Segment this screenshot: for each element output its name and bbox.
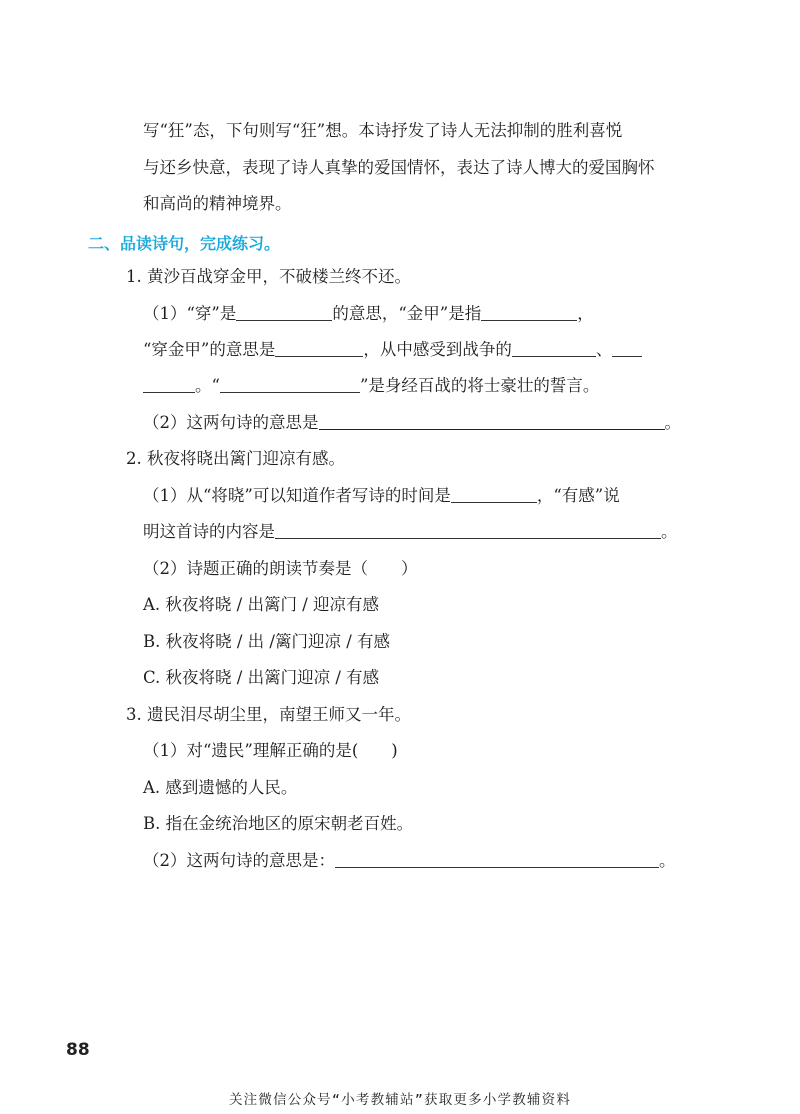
q2-title: 2. 秋夜将晓出篱门迎凉有感。 (126, 449, 345, 468)
q3-option-a: A. 感到遗憾的人民。 (143, 778, 298, 797)
q3-part2-line (143, 851, 676, 873)
q1-part1-text-e: ，从中感受到战争的 (363, 340, 512, 359)
q1-part1-text-b: 的意思，“金甲”是指 (332, 304, 482, 323)
q2-part2: （2）诗题正确的朗读节奏是（ ） (143, 559, 418, 578)
q1-part1-text-g: 。“ (195, 376, 220, 395)
q1-blank-oath-line[interactable] (220, 376, 360, 393)
q1-blank-war-feeling-2b[interactable] (143, 376, 195, 393)
q2-part1-text-a: （1）从“将晓”可以知道作者写诗的时间是 (143, 486, 451, 505)
q1-blank-poem-meaning[interactable] (319, 413, 665, 430)
q1-part1-text-a: （1）“穿”是 (143, 304, 237, 323)
q2-blank-content[interactable] (275, 522, 661, 539)
q2-part1-text-c: 明这首诗的内容是 (143, 522, 275, 541)
q3-part1: （1）对“遗民”理解正确的是( ) (143, 741, 398, 760)
q3-part2-text: （2）这两句诗的意思是： (143, 851, 335, 870)
intro-line-2: 与还乡快意，表现了诗人真挚的爱国情怀，表达了诗人博大的爱国胸怀 (143, 158, 655, 177)
q1-part1-text-h: ”是身经百战的将士豪壮的誓言。 (359, 376, 600, 395)
q2-part1-end: 。 (661, 522, 678, 541)
footer-note: 关注微信公众号“小考教辅站”获取更多小学教辅资料 (228, 1092, 572, 1108)
q1-blank-war-feeling-1[interactable] (512, 340, 596, 357)
q1-part1-text-d: “穿金甲”的意思是 (143, 340, 276, 359)
page-number: 88 (66, 1040, 90, 1060)
q3-option-b: B. 指在金统治地区的原宋朝老百姓。 (143, 814, 414, 833)
q1-part2-text: （2）这两句诗的意思是 (143, 413, 319, 432)
q2-part1-text-b: ，“有感”说 (536, 486, 620, 505)
q1-blank-chuan-meaning[interactable] (236, 304, 332, 321)
q1-title: 1. 黄沙百战穿金甲，不破楼兰终不还。 (126, 267, 411, 286)
q2-part1-line1 (143, 486, 620, 508)
q1-part1-line2 (143, 340, 642, 362)
q2-option-a: A. 秋夜将晓 / 出篱门 / 迎凉有感 (143, 595, 380, 614)
intro-line-1: 写“狂”态，下句则写“狂”想。本诗抒发了诗人无法抑制的胜利喜悦 (143, 121, 623, 140)
q3-blank-poem-meaning[interactable] (335, 851, 659, 868)
q2-part1-line2 (143, 522, 678, 544)
q1-blank-jinjia-meaning[interactable] (481, 304, 577, 321)
q1-part1-text-f: 、 (595, 340, 613, 359)
q1-part2-line (143, 413, 681, 435)
q1-blank-war-feeling-2a[interactable] (612, 340, 642, 357)
q2-option-b: B. 秋夜将晓 / 出 /篱门迎凉 / 有感 (143, 632, 391, 651)
q1-part1-line3 (143, 376, 599, 398)
q1-part2-end: 。 (664, 413, 681, 432)
q2-blank-time[interactable] (451, 486, 537, 503)
q3-title: 3. 遗民泪尽胡尘里，南望王师又一年。 (126, 705, 411, 724)
q3-part2-end: 。 (659, 851, 676, 870)
section-heading: 二、品读诗句，完成练习。 (88, 234, 281, 253)
q2-option-c: C. 秋夜将晓 / 出篱门迎凉 / 有感 (143, 668, 380, 687)
q1-part1-line1 (143, 304, 594, 326)
intro-line-3: 和高尚的精神境界。 (143, 194, 292, 213)
q1-blank-chuanjinjia-meaning[interactable] (275, 340, 363, 357)
q1-part1-text-c: ， (577, 304, 594, 323)
